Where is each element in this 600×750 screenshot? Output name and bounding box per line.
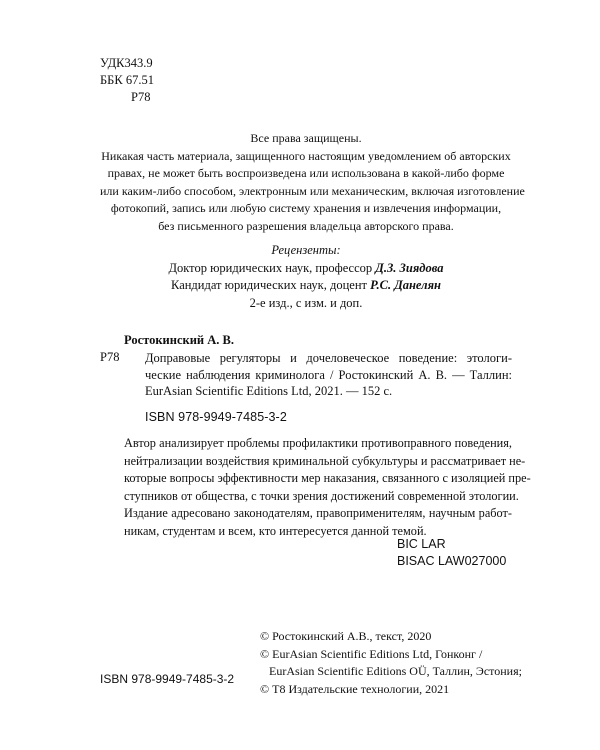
reviewer-2	[100, 277, 512, 295]
udk-code: УДК343.9	[100, 56, 153, 70]
rights-line: без письменного разрешения владельца авторского права.	[158, 218, 454, 233]
copyright-line: © EurAsian Scientific Editions Ltd, Гонконг /	[260, 646, 483, 661]
rights-line: или каким-либо способом, электронным или механическим, включая изготовление	[100, 183, 525, 198]
reviewer-2-title: Кандидат юридических наук, доцент	[171, 278, 371, 292]
bbk-code: ББК 67.51	[100, 73, 154, 87]
rights-line: фотокопий, запись или любую систему хранения и извлечения информации,	[110, 201, 502, 215]
catalog-desc-line: Доправовые регуляторы и дочеловеческое поведение: этологи-	[145, 351, 512, 365]
abstract-line: которые вопросы эффективности мер наказания, связанного с изоляцией пре-	[124, 471, 531, 485]
bic-code: BIC LAR	[397, 537, 446, 551]
audience-line: Издание адресовано законодателям, правоприменителям, научным работ-	[124, 506, 512, 520]
reviewer-1-title: Доктор юридических наук, профессор	[168, 260, 376, 275]
reviewers-heading: Рецензенты:	[271, 243, 341, 257]
catalog-code: Р78	[100, 350, 120, 364]
catalog-author: Ростокинский А. В.	[124, 333, 234, 347]
copyright-line: © Т8 Издательские технологии, 2021	[260, 681, 450, 696]
catalog-desc-line: ческие наблюдения криминолога / Ростокинский А. В. — Таллин:	[145, 367, 512, 382]
catalog-desc-line: EurAsian Scientific Editions Ltd, 2021. — 152 с.	[145, 384, 393, 398]
rights-notice	[100, 130, 525, 235]
audience-line: никам, студентам и всем, кто интересуется данной темой.	[124, 523, 427, 538]
copyright-line: EurAsian Scientific Editions OÜ, Таллин, Эстония;	[260, 664, 522, 678]
abstract	[124, 435, 531, 540]
author-mark-code: Р78	[131, 90, 151, 104]
abstract-line: Автор анализирует проблемы профилактики противоправного поведения,	[124, 436, 512, 450]
reviewer-1-name: Д.З. Зиядова	[375, 260, 444, 275]
edition-note: 2-е изд., с изм. и доп.	[249, 295, 363, 310]
abstract-line: нейтрализации воздействия криминальной субкультуры и рассматривает не-	[124, 453, 526, 468]
reviewer-1	[100, 260, 512, 278]
rights-title: Все права защищены.	[250, 131, 362, 145]
rights-line: правах, не может быть воспроизведена или использована в какой-либо форме	[107, 166, 505, 180]
reviewer-2-name: Р.С. Данелян	[370, 278, 441, 292]
catalog-isbn: ISBN 978-9949-7485-3-2	[145, 410, 287, 424]
copyright-block	[260, 628, 522, 698]
rights-line: Никакая часть материала, защищенного настоящим уведомлением об авторских	[101, 148, 511, 163]
copyright-line: © Ростокинский А.В., текст, 2020	[260, 629, 432, 643]
abstract-line: ступников от общества, с точки зрения достижений современной этологии.	[124, 488, 519, 503]
bisac-code: BISAC LAW027000	[397, 554, 507, 568]
catalog-description	[145, 350, 512, 400]
bottom-isbn: ISBN 978-9949-7485-3-2	[100, 672, 235, 686]
reviewers-block	[100, 242, 512, 312]
